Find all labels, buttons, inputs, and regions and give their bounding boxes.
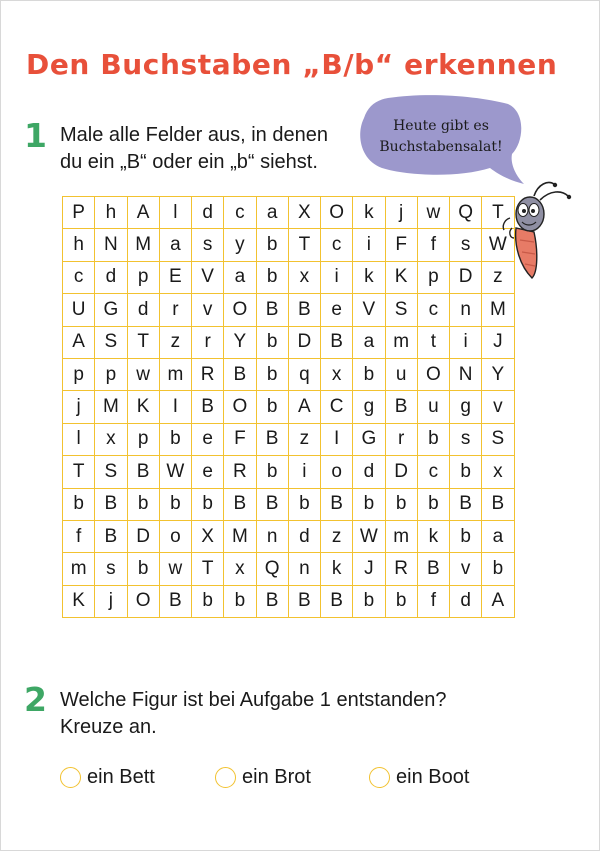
grid-row — [63, 391, 515, 423]
grid-cell[interactable]: V — [192, 261, 224, 293]
grid-cell[interactable]: B — [288, 294, 320, 326]
grid-cell[interactable]: i — [353, 229, 385, 261]
grid-cell[interactable]: A — [127, 197, 159, 229]
grid-cell[interactable]: i — [288, 456, 320, 488]
grid-cell[interactable]: m — [159, 358, 191, 390]
grid-cell[interactable]: b — [353, 488, 385, 520]
grid-cell[interactable]: b — [127, 553, 159, 585]
grid-cell[interactable]: a — [482, 520, 514, 552]
grid-cell[interactable]: b — [385, 488, 417, 520]
grid-cell[interactable]: b — [385, 585, 417, 617]
task-2-line-1: Welche Figur ist bei Aufgabe 1 entstanden? — [60, 689, 447, 711]
grid-row — [63, 358, 515, 390]
grid-cell[interactable]: G — [95, 294, 127, 326]
option-label: ein Bett — [87, 766, 155, 788]
grid-cell[interactable]: m — [385, 520, 417, 552]
task-1-instruction — [60, 122, 328, 176]
grid-cell[interactable]: o — [159, 520, 191, 552]
grid-cell[interactable]: c — [417, 294, 449, 326]
grid-cell[interactable]: B — [321, 326, 353, 358]
grid-cell[interactable]: p — [127, 261, 159, 293]
grid-cell[interactable]: z — [159, 326, 191, 358]
grid-cell[interactable]: b — [192, 488, 224, 520]
option-brot[interactable] — [215, 766, 311, 789]
grid-cell[interactable]: z — [482, 261, 514, 293]
option-label: ein Brot — [242, 766, 311, 788]
grid-cell[interactable]: b — [417, 423, 449, 455]
grid-cell[interactable]: p — [417, 261, 449, 293]
grid-cell[interactable]: m — [63, 553, 95, 585]
grid-cell[interactable]: M — [482, 294, 514, 326]
grid-cell[interactable]: n — [450, 294, 482, 326]
grid-cell[interactable]: x — [224, 553, 256, 585]
grid-cell[interactable]: a — [224, 261, 256, 293]
grid-cell[interactable]: q — [288, 358, 320, 390]
grid-cell[interactable]: I — [321, 423, 353, 455]
grid-cell[interactable]: i — [450, 326, 482, 358]
grid-cell[interactable]: B — [288, 585, 320, 617]
grid-cell[interactable]: R — [385, 553, 417, 585]
grid-cell[interactable]: y — [224, 229, 256, 261]
grid-cell[interactable]: X — [288, 197, 320, 229]
grid-cell[interactable]: C — [321, 391, 353, 423]
grid-cell[interactable]: s — [450, 229, 482, 261]
grid-cell[interactable]: x — [95, 423, 127, 455]
grid-cell[interactable]: b — [127, 488, 159, 520]
grid-cell[interactable]: w — [417, 197, 449, 229]
grid-cell[interactable]: T — [192, 553, 224, 585]
grid-cell[interactable]: v — [482, 391, 514, 423]
grid-cell[interactable]: N — [95, 229, 127, 261]
grid-cell[interactable]: n — [288, 553, 320, 585]
grid-cell[interactable]: D — [450, 261, 482, 293]
grid-cell[interactable]: u — [385, 358, 417, 390]
grid-cell[interactable]: s — [95, 553, 127, 585]
grid-cell[interactable]: V — [353, 294, 385, 326]
grid-cell[interactable]: B — [417, 553, 449, 585]
grid-cell[interactable]: r — [159, 294, 191, 326]
grid-cell[interactable]: b — [256, 229, 288, 261]
grid-row — [63, 520, 515, 552]
grid-row — [63, 229, 515, 261]
grid-cell[interactable]: b — [256, 358, 288, 390]
grid-cell[interactable]: w — [127, 358, 159, 390]
grid-cell[interactable]: K — [385, 261, 417, 293]
grid-cell[interactable]: m — [385, 326, 417, 358]
grid-cell[interactable]: e — [321, 294, 353, 326]
grid-cell[interactable]: T — [127, 326, 159, 358]
grid-cell[interactable]: A — [482, 585, 514, 617]
grid-cell[interactable]: O — [224, 294, 256, 326]
grid-cell[interactable]: g — [353, 391, 385, 423]
grid-cell[interactable]: d — [127, 294, 159, 326]
task-2-instruction — [60, 687, 447, 741]
grid-cell[interactable]: B — [256, 423, 288, 455]
checkbox-circle[interactable] — [60, 767, 81, 788]
grid-cell[interactable]: B — [95, 520, 127, 552]
grid-cell[interactable]: e — [192, 423, 224, 455]
grid-cell[interactable]: B — [482, 488, 514, 520]
grid-cell[interactable]: O — [224, 391, 256, 423]
bug-mascot-icon — [494, 176, 578, 280]
grid-cell[interactable]: D — [385, 456, 417, 488]
grid-cell[interactable]: x — [482, 456, 514, 488]
option-label: ein Boot — [396, 766, 470, 788]
grid-cell[interactable]: b — [256, 326, 288, 358]
letter-grid — [62, 196, 515, 618]
grid-cell[interactable]: b — [256, 456, 288, 488]
grid-cell[interactable]: l — [159, 197, 191, 229]
grid-cell[interactable]: s — [192, 229, 224, 261]
answer-options — [60, 766, 540, 794]
grid-cell[interactable]: o — [321, 456, 353, 488]
grid-cell[interactable]: b — [224, 585, 256, 617]
grid-cell[interactable]: B — [256, 585, 288, 617]
grid-cell[interactable]: z — [288, 423, 320, 455]
grid-cell[interactable]: D — [127, 520, 159, 552]
grid-cell[interactable]: s — [450, 423, 482, 455]
task-1-line-1: Male alle Felder aus, in denen — [60, 124, 328, 146]
grid-cell[interactable]: B — [95, 488, 127, 520]
grid-row — [63, 326, 515, 358]
grid-cell[interactable]: z — [321, 520, 353, 552]
grid-cell[interactable]: g — [450, 391, 482, 423]
grid-cell[interactable]: b — [288, 488, 320, 520]
checkbox-circle[interactable] — [369, 767, 390, 788]
task-1-number: 1 — [24, 116, 47, 155]
grid-cell[interactable]: B — [385, 391, 417, 423]
option-boot[interactable] — [369, 766, 469, 789]
bubble-line-1: Heute gibt es — [393, 118, 489, 134]
grid-cell[interactable]: v — [192, 294, 224, 326]
grid-row — [63, 585, 515, 617]
grid-cell[interactable]: X — [192, 520, 224, 552]
grid-cell[interactable]: Y — [224, 326, 256, 358]
grid-cell[interactable]: i — [321, 261, 353, 293]
grid-cell[interactable]: b — [159, 488, 191, 520]
grid-cell[interactable]: W — [353, 520, 385, 552]
grid-cell[interactable]: M — [224, 520, 256, 552]
bubble-line-2: Buchstabensalat! — [379, 139, 503, 155]
grid-cell[interactable]: T — [288, 229, 320, 261]
grid-cell[interactable]: b — [353, 358, 385, 390]
grid-cell[interactable]: M — [95, 391, 127, 423]
grid-cell[interactable]: Q — [450, 197, 482, 229]
grid-cell[interactable]: Q — [256, 553, 288, 585]
grid-cell[interactable]: b — [482, 553, 514, 585]
grid-row — [63, 488, 515, 520]
grid-cell[interactable]: J — [482, 326, 514, 358]
grid-cell[interactable]: S — [95, 456, 127, 488]
grid-cell[interactable]: b — [450, 520, 482, 552]
grid-row — [63, 197, 515, 229]
grid-cell[interactable]: r — [192, 326, 224, 358]
grid-cell[interactable]: d — [288, 520, 320, 552]
grid-cell[interactable]: T — [482, 197, 514, 229]
grid-cell[interactable]: f — [417, 229, 449, 261]
grid-cell[interactable]: h — [63, 229, 95, 261]
grid-cell[interactable]: B — [192, 391, 224, 423]
grid-cell[interactable]: r — [385, 423, 417, 455]
grid-cell[interactable]: e — [192, 456, 224, 488]
grid-cell[interactable]: u — [417, 391, 449, 423]
grid-cell[interactable]: E — [159, 261, 191, 293]
grid-row — [63, 261, 515, 293]
grid-cell[interactable]: A — [288, 391, 320, 423]
grid-cell[interactable]: T — [63, 456, 95, 488]
grid-cell[interactable]: b — [159, 423, 191, 455]
speech-bubble-text — [362, 116, 520, 158]
grid-cell[interactable]: S — [482, 423, 514, 455]
grid-cell[interactable]: I — [159, 391, 191, 423]
grid-cell[interactable]: p — [63, 358, 95, 390]
grid-cell[interactable]: d — [95, 261, 127, 293]
grid-cell[interactable]: G — [353, 423, 385, 455]
grid-cell[interactable]: j — [63, 391, 95, 423]
grid-cell[interactable]: b — [417, 488, 449, 520]
page-title: Den Buchstaben „B/b“ erkennen — [26, 48, 558, 81]
grid-cell[interactable]: b — [353, 585, 385, 617]
grid-cell[interactable]: c — [224, 197, 256, 229]
grid-cell[interactable]: M — [127, 229, 159, 261]
grid-cell[interactable]: f — [417, 585, 449, 617]
grid-cell[interactable]: Y — [482, 358, 514, 390]
grid-cell[interactable]: a — [256, 197, 288, 229]
grid-cell[interactable]: k — [353, 197, 385, 229]
grid-cell[interactable]: x — [321, 358, 353, 390]
grid-cell[interactable]: j — [95, 585, 127, 617]
grid-cell[interactable]: k — [321, 553, 353, 585]
grid-cell[interactable]: v — [450, 553, 482, 585]
grid-cell[interactable]: p — [95, 358, 127, 390]
grid-cell[interactable]: k — [417, 520, 449, 552]
grid-cell[interactable]: a — [159, 229, 191, 261]
grid-cell[interactable]: w — [159, 553, 191, 585]
grid-cell[interactable]: W — [159, 456, 191, 488]
grid-cell[interactable]: b — [256, 261, 288, 293]
grid-cell[interactable]: J — [353, 553, 385, 585]
grid-cell[interactable]: P — [63, 197, 95, 229]
grid-cell[interactable]: B — [159, 585, 191, 617]
grid-cell[interactable]: d — [353, 456, 385, 488]
grid-cell[interactable]: A — [63, 326, 95, 358]
grid-cell[interactable]: B — [127, 456, 159, 488]
grid-cell[interactable]: N — [450, 358, 482, 390]
grid-cell[interactable]: B — [256, 488, 288, 520]
grid-cell[interactable]: K — [63, 585, 95, 617]
task-2-line-2: Kreuze an. — [60, 716, 157, 738]
grid-cell[interactable]: c — [417, 456, 449, 488]
checkbox-circle[interactable] — [215, 767, 236, 788]
grid-cell[interactable]: f — [63, 520, 95, 552]
grid-cell[interactable]: K — [127, 391, 159, 423]
option-bett[interactable] — [60, 766, 155, 789]
grid-cell[interactable]: B — [224, 488, 256, 520]
grid-cell[interactable]: B — [321, 488, 353, 520]
grid-cell[interactable]: b — [256, 391, 288, 423]
grid-row — [63, 423, 515, 455]
grid-cell[interactable]: d — [192, 197, 224, 229]
grid-cell[interactable]: D — [288, 326, 320, 358]
task-1-line-2: du ein „B“ oder ein „b“ siehst. — [60, 151, 318, 173]
grid-cell[interactable]: b — [63, 488, 95, 520]
grid-cell[interactable]: B — [224, 358, 256, 390]
grid-cell[interactable]: S — [95, 326, 127, 358]
grid-cell[interactable]: h — [95, 197, 127, 229]
grid-cell[interactable]: b — [450, 456, 482, 488]
grid-cell[interactable]: p — [127, 423, 159, 455]
grid-cell[interactable]: a — [353, 326, 385, 358]
grid-cell[interactable]: b — [192, 585, 224, 617]
grid-cell[interactable]: n — [256, 520, 288, 552]
grid-cell[interactable]: R — [192, 358, 224, 390]
grid-cell[interactable]: c — [63, 261, 95, 293]
grid-cell[interactable]: U — [63, 294, 95, 326]
grid-row — [63, 456, 515, 488]
grid-cell[interactable]: O — [417, 358, 449, 390]
grid-cell[interactable]: R — [224, 456, 256, 488]
grid-cell[interactable]: j — [385, 197, 417, 229]
grid-cell[interactable]: B — [450, 488, 482, 520]
grid-row — [63, 553, 515, 585]
grid-cell[interactable]: W — [482, 229, 514, 261]
grid-cell[interactable]: O — [321, 197, 353, 229]
grid-cell[interactable]: S — [385, 294, 417, 326]
grid-row — [63, 294, 515, 326]
grid-cell[interactable]: B — [321, 585, 353, 617]
grid-cell[interactable]: x — [288, 261, 320, 293]
grid-cell[interactable]: k — [353, 261, 385, 293]
task-2-number: 2 — [24, 680, 47, 719]
grid-cell[interactable]: O — [127, 585, 159, 617]
grid-cell[interactable]: F — [385, 229, 417, 261]
grid-cell[interactable]: c — [321, 229, 353, 261]
grid-cell[interactable]: F — [224, 423, 256, 455]
grid-cell[interactable]: l — [63, 423, 95, 455]
grid-cell[interactable]: t — [417, 326, 449, 358]
grid-cell[interactable]: B — [256, 294, 288, 326]
grid-cell[interactable]: d — [450, 585, 482, 617]
